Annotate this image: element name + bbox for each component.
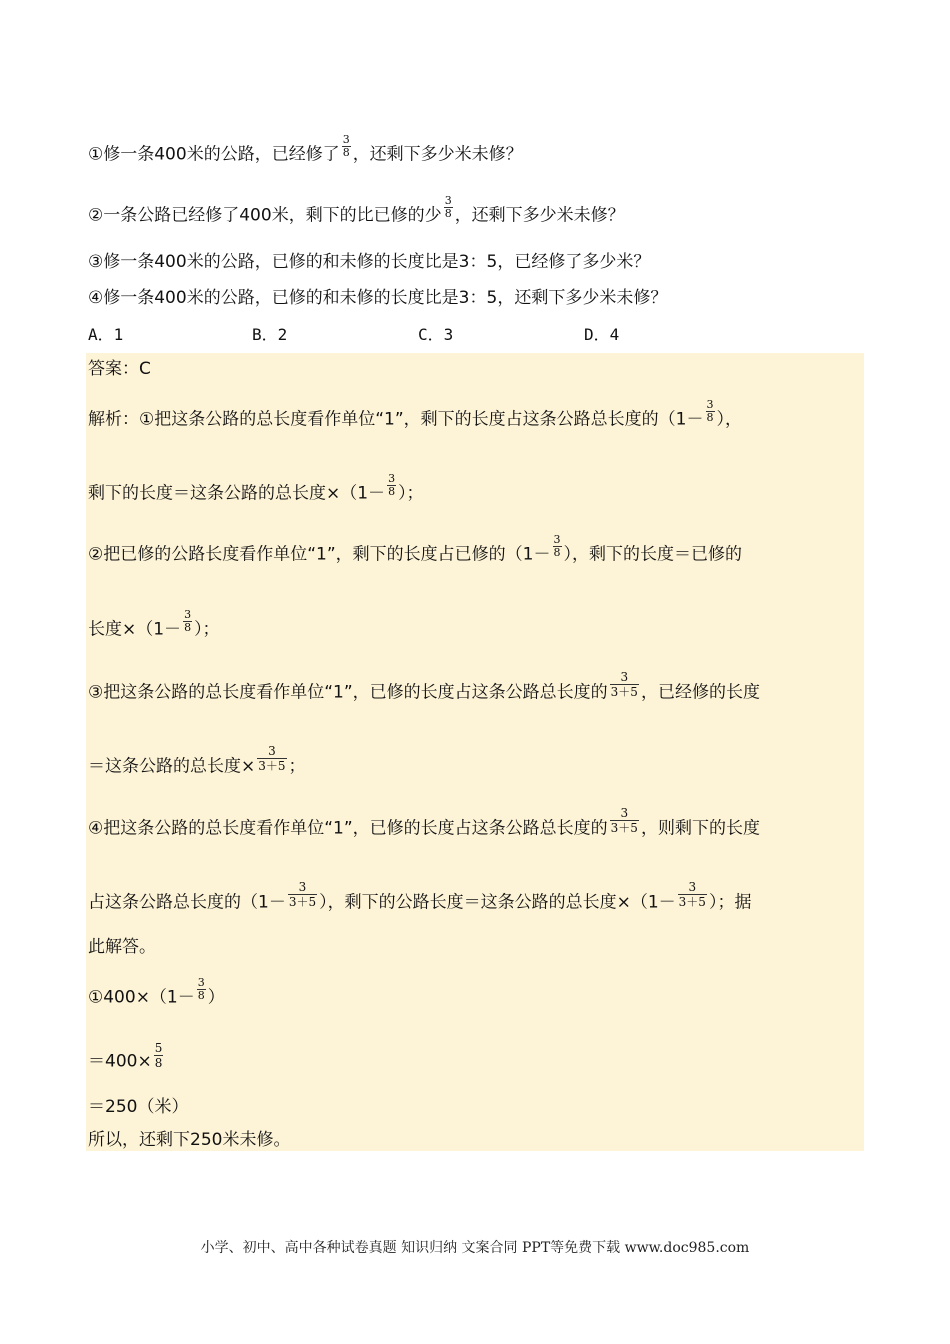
analysis-line-8: 占这条公路总长度的（1－ $\frac{3}{3+5}$ ），剩下的公路长度＝这条公路的总长度×（1－ $\frac{3}{3+5}$ ）；据 bbox=[88, 880, 752, 913]
calc-line-4: 所以，还剩下250米未修。 bbox=[88, 1130, 291, 1150]
analysis-line-4: 长度×（1－ $\frac{3}{8}$ ）； bbox=[88, 608, 220, 640]
option-a: A．1 bbox=[88, 325, 124, 344]
fraction: $\frac{3}{3+5}$ bbox=[258, 744, 286, 773]
calc-line-2: ＝400× $\frac{5}{8}$ bbox=[88, 1041, 163, 1072]
analysis-line-3: ②把已修的公路长度看作单位“1”，剩下的长度占已修的（1－ $\frac{3}{8}$ ），剩下的长度＝已修的 bbox=[88, 533, 742, 565]
fraction: $\frac{3}{8}$ bbox=[197, 976, 205, 1002]
analysis-line-5: ③把这条公路的总长度看作单位“1”，已修的长度占这条公路总长度的 $\frac{3}{3+5}$ ，已经修的长度 bbox=[88, 670, 760, 703]
fraction: $\frac{3}{8}$ bbox=[342, 133, 350, 159]
calc-line-3: ＝250（米） bbox=[88, 1097, 189, 1117]
analysis-line-7: ④把这条公路的总长度看作单位“1”，已修的长度占这条公路总长度的 $\frac{3}{3+5}$ ，则剩下的长度 bbox=[88, 806, 760, 839]
footer-text: 小学、初中、高中各种试卷真题 知识归纳 文案合同 PPT等免费下载 www.doc985.com bbox=[200, 1240, 750, 1256]
analysis-line-2: 剩下的长度＝这条公路的总长度×（1－ $\frac{3}{8}$ ）； bbox=[88, 472, 424, 504]
fraction: $\frac{3}{3+5}$ bbox=[288, 880, 317, 909]
fraction: $\frac{3}{8}$ bbox=[553, 533, 561, 559]
fraction: $\frac{5}{8}$ bbox=[154, 1041, 163, 1070]
analysis-line-1: 解析：①把这条公路的总长度看作单位“1”，剩下的长度占这条公路总长度的（1－ $\frac{3}{8}$ ）， bbox=[88, 398, 742, 430]
option-b: B．2 bbox=[252, 325, 288, 344]
option-c: C．3 bbox=[418, 325, 454, 344]
answer-label: 答案：C bbox=[88, 359, 151, 379]
question-item-2: ②一条公路已经修了400米，剩下的比已修的少 $\frac{3}{8}$ ，还剩下多少米未修？ bbox=[88, 194, 625, 226]
fraction: $\frac{3}{3+5}$ bbox=[610, 806, 638, 835]
calc-line-1: ①400×（1－ $\frac{3}{8}$ ） bbox=[88, 976, 225, 1008]
analysis-line-6: ＝这条公路的总长度× $\frac{3}{3+5}$ ； bbox=[88, 744, 306, 777]
fraction: $\frac{3}{3+5}$ bbox=[610, 670, 638, 699]
fraction: $\frac{3}{8}$ bbox=[706, 398, 714, 424]
fraction: $\frac{3}{8}$ bbox=[184, 608, 192, 634]
option-d: D．4 bbox=[584, 325, 620, 344]
question-item-4: ④修一条400米的公路，已修的和未修的长度比是3：5，还剩下多少米未修？ bbox=[88, 288, 668, 308]
question-item-1: ①修一条400米的公路，已经修了 $\frac{3}{8}$ ，还剩下多少米未修？ bbox=[88, 133, 523, 165]
fraction: $\frac{3}{3+5}$ bbox=[678, 880, 706, 909]
fraction: $\frac{3}{8}$ bbox=[444, 194, 452, 220]
fraction: $\frac{3}{8}$ bbox=[388, 472, 396, 498]
analysis-line-9: 此解答。 bbox=[88, 937, 156, 957]
question-item-3: ③修一条400米的公路，已修的和未修的长度比是3：5，已经修了多少米？ bbox=[88, 252, 651, 272]
